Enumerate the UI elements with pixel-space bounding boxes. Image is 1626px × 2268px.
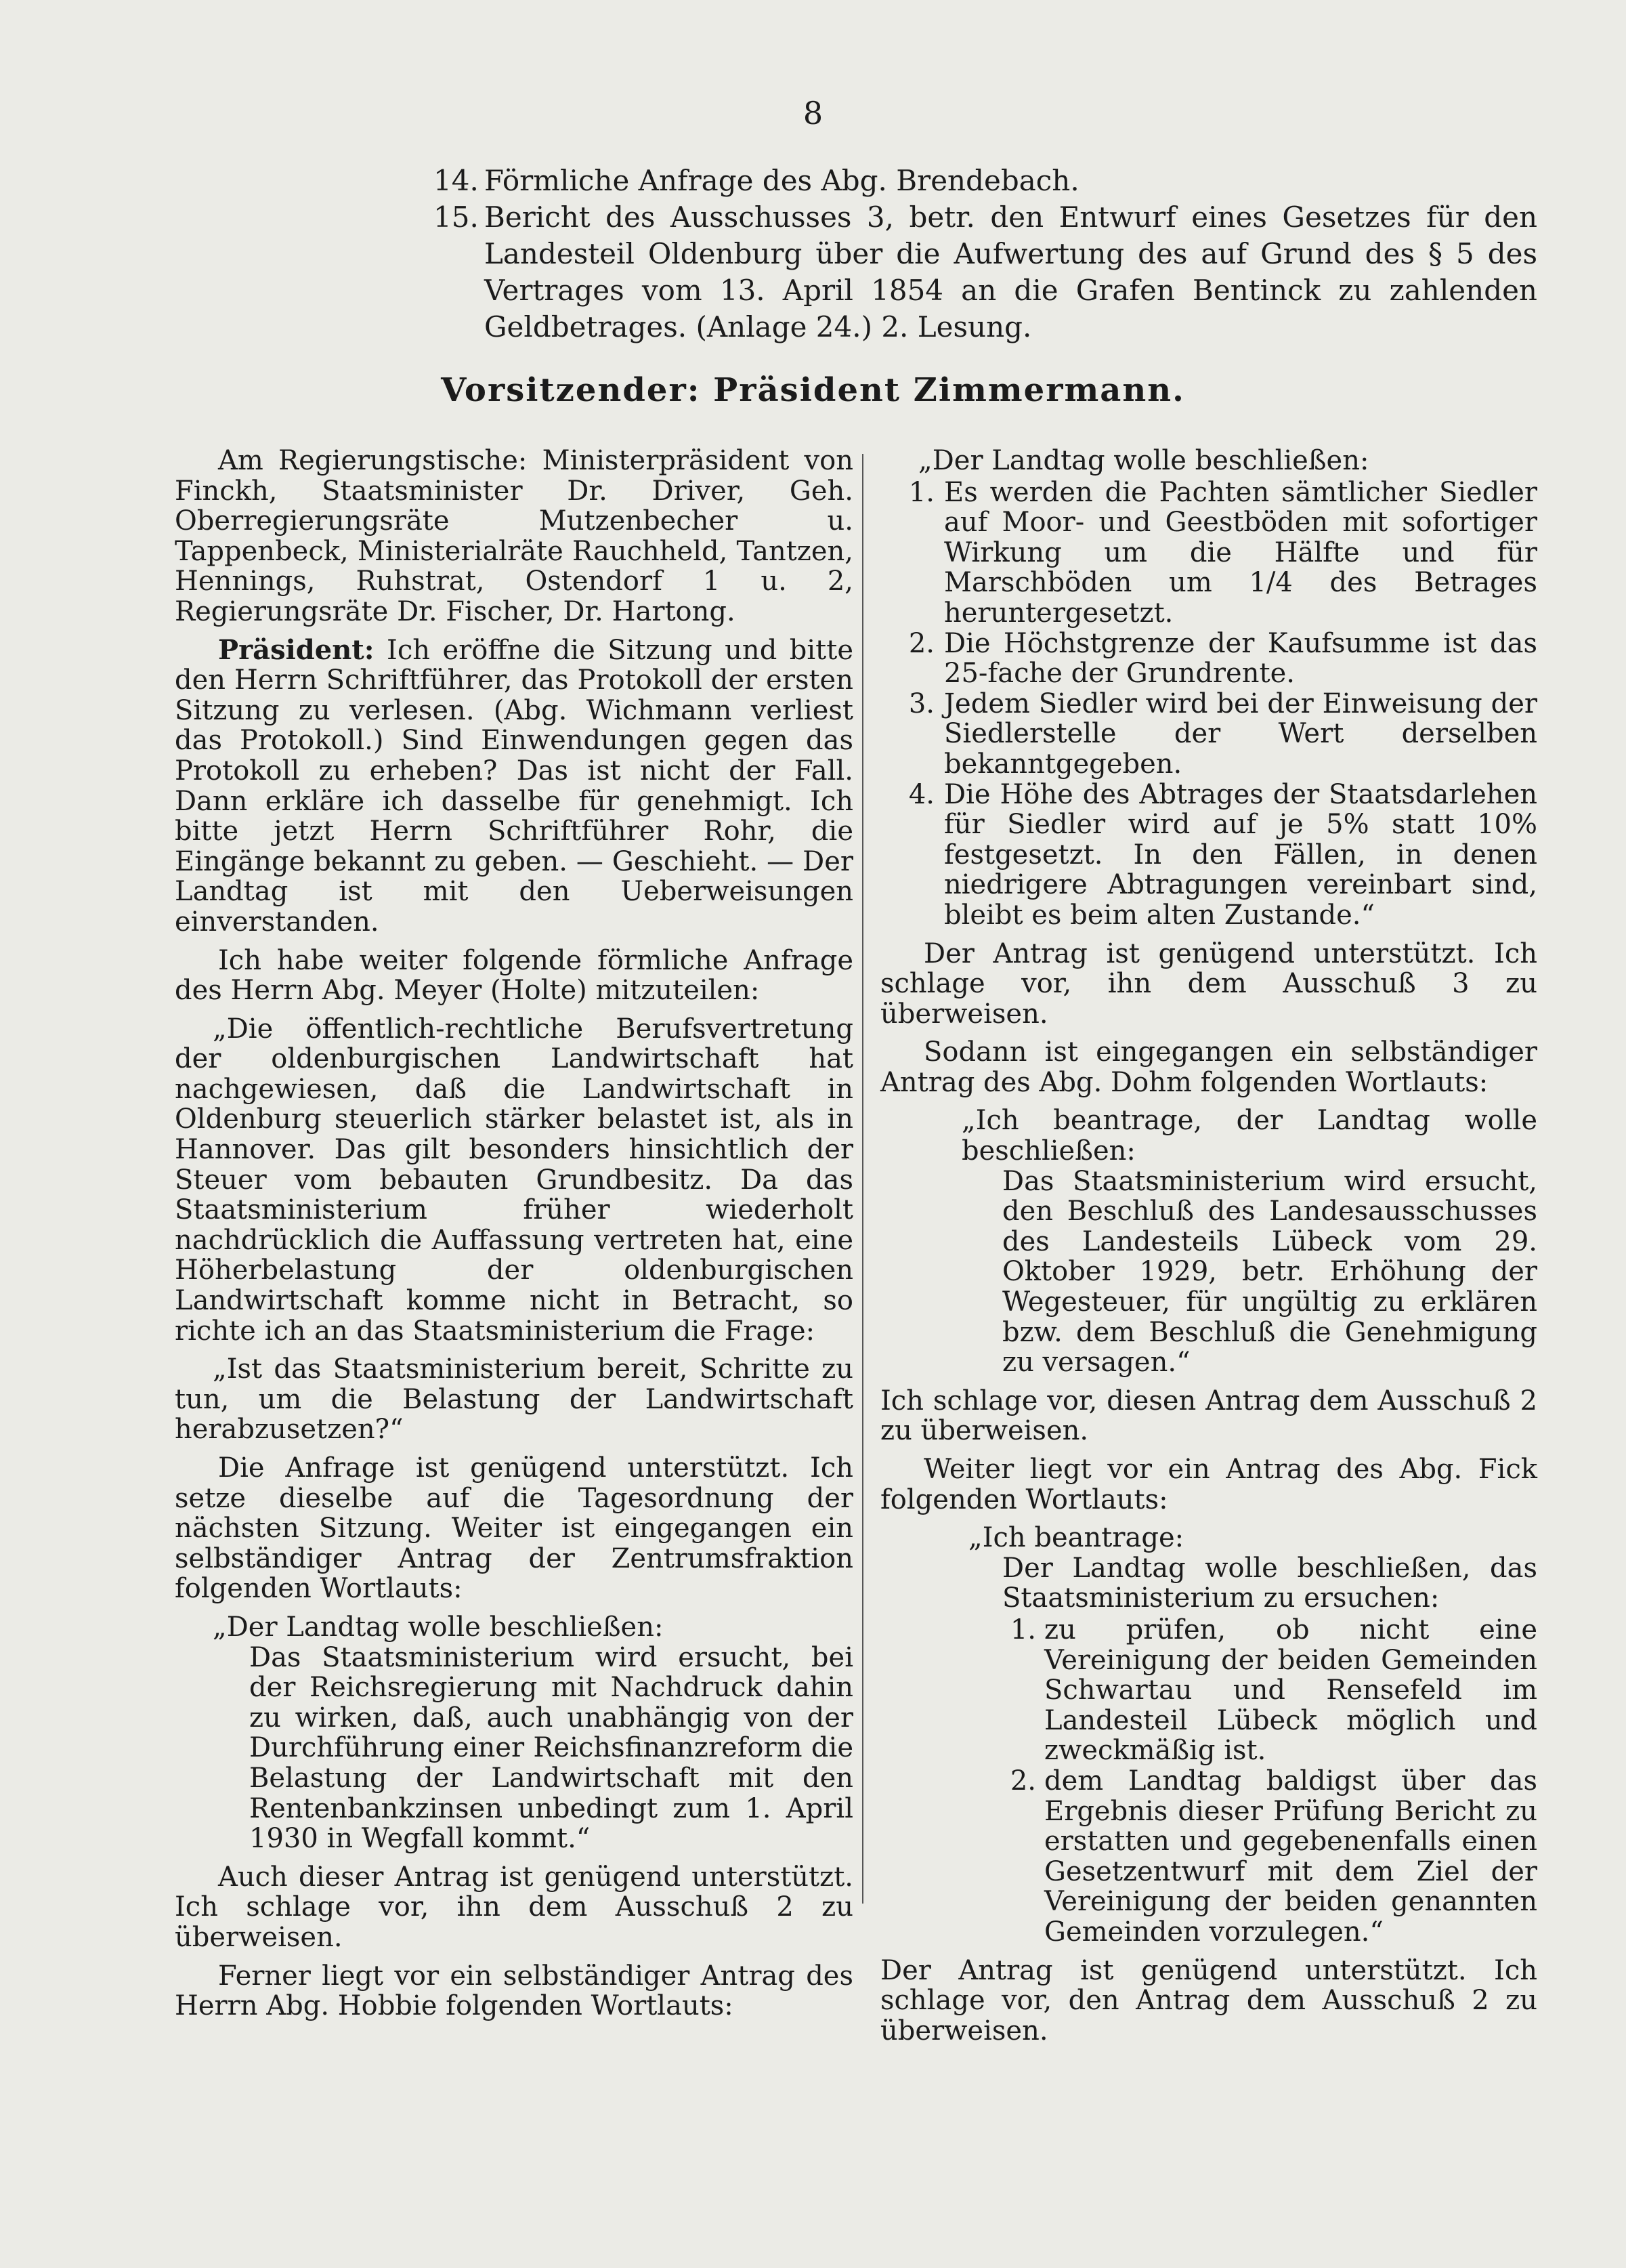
list-item <box>880 780 1537 931</box>
paragraph: Ich schlage vor, diesen Antrag dem Ausschuß 2 zu überweisen. <box>880 1385 1537 1447</box>
list-item <box>880 629 1537 689</box>
agenda-item-text: Förmliche Anfrage des Abg. Brendebach. <box>484 164 1079 197</box>
numbered-list <box>880 1615 1537 1948</box>
list-text: Jedem Siedler wird bei der Einweisung der Siedlerstelle der Wert derselben bekanntgegeben. <box>944 688 1537 780</box>
right-column <box>880 446 1537 2054</box>
list-number: 1. <box>908 476 935 508</box>
paragraph <box>175 635 853 938</box>
paragraph: Ferner liegt vor ein selbständiger Antrag des Herrn Abg. Hobbie folgenden Wortlauts: <box>175 1960 853 2022</box>
agenda-item-number: 15. <box>433 201 479 234</box>
list-number: 2. <box>908 627 935 659</box>
list-item <box>880 478 1537 629</box>
numbered-list <box>880 478 1537 931</box>
list-number: 3. <box>908 688 935 719</box>
paragraph: Sodann ist eingegangen ein selbständiger Antrag des Abg. Dohm folgenden Wortlauts: <box>880 1036 1537 1098</box>
quote-text: „Die öffentlich-rechtliche Berufsvertretung der oldenburgischen Landwirtschaft hat nachgewiesen, daß die Landwirtschaft in Oldenburg steuerlich stärker belastet ist, als in Hannover. Das gilt besonders hinsichtlich der Steuer vom bebauten Grundbesitz. Da das Staatsministerium früher wiederholt nachdrücklich die Auffassung vertreten hat, eine Höherbelastung der oldenburgischen Landwirtschaft komme nicht in Betracht, so richte ich an das Staatsministerium die Frage: <box>175 1013 853 1347</box>
list-text: Es werden die Pachten sämtlicher Siedler auf Moor- und Geestböden mit sofortiger Wirkung um die Hälfte und für Marschböden um 1/4 des Betrages heruntergesetzt. <box>944 476 1537 629</box>
paragraph: Der Antrag ist genügend unterstützt. Ich schlage vor, den Antrag dem Ausschuß 2 zu überweisen. <box>880 1954 1537 2046</box>
paragraph: Weiter liegt vor ein Antrag des Abg. Fick folgenden Wortlauts: <box>880 1454 1537 1515</box>
quote-body: Das Staatsministerium wird ersucht, den Beschluß des Landesausschusses des Landesteils Lübeck vom 29. Oktober 1929, betr. Erhöhung der Wegesteuer, für ungültig zu erklären bzw. dem Beschluß die Genehmigung zu versagen.“ <box>1002 1165 1537 1379</box>
page-number: 8 <box>803 95 823 131</box>
quote-lead: „Der Landtag wolle beschließen: <box>918 445 1369 476</box>
agenda-item <box>433 199 1537 345</box>
column-divider <box>862 454 863 1904</box>
quote-text: „Ist das Staatsministerium bereit, Schritte zu tun, um die Belastung der Landwirtschaft herabzusetzen?“ <box>175 1353 853 1446</box>
list-number: 4. <box>908 778 935 810</box>
paragraph: Die Anfrage ist genügend unterstützt. Ich setze dieselbe auf die Tagesordnung der nächsten Sitzung. Weiter ist eingegangen ein selbständiger Antrag der Zentrumsfraktion folgenden Wortlauts: <box>175 1452 853 1605</box>
list-item <box>982 1615 1537 1766</box>
list-text: dem Landtag baldigst über das Ergebnis dieser Prüfung Bericht zu erstatten und gegebenenfalls einen Gesetzentwurf mit dem Ziel der Vereinigung der beiden genannten Gemeinden vorzulegen.“ <box>1044 1765 1537 1948</box>
paragraph-text: Ich eröffne die Sitzung und bitte den Herrn Schriftführer, das Protokoll der ersten Sitzung zu verlesen. (Abg. Wichmann verliest das Protokoll.) Sind Einwendungen gegen das Protokoll zu erheben? Das ist nicht der Fall. Dann erkläre ich dasselbe für genehmigt. Ich bitte jetzt Herrn Schriftführer Rohr, die Eingänge bekannt zu geben. — Geschieht. — Der Landtag ist mit den Ueberweisungen einverstanden. <box>175 634 853 938</box>
quote-body: Das Staatsministerium wird ersucht, bei der Reichsregierung mit Nachdruck dahin zu wirken, daß, auch unabhängig von der Durchführung einer Reichsfinanzreform die Belastung der Landwirtschaft mit den Rentenbankzinsen unbedingt zum 1. April 1930 in Wegfall kommt.“ <box>249 1641 853 1855</box>
list-text: zu prüfen, ob nicht eine Vereinigung der beiden Gemeinden Schwartau und Rensefeld im Landesteil Lübeck möglich und zweckmäßig ist. <box>1044 1614 1537 1767</box>
government-attendance: Am Regierungstische: Ministerpräsident von Finckh, Staatsminister Dr. Driver, Geh. Oberregierungsräte Mutzenbecher u. Tappenbeck, Ministerialräte Rauchheld, Tantzen, Hennings, Ruhstrat, Ostendorf 1 u. 2, Regierungsräte Dr. Fischer, Dr. Hartong. <box>175 445 853 627</box>
agenda-list <box>433 163 1537 345</box>
agenda-item-text: Bericht des Ausschusses 3, betr. den Entwurf eines Gesetzes für den Landesteil Oldenburg über die Aufwertung des auf Grund des § 5 des Vertrages vom 13. April 1854 an die Grafen Bentinck zu zahlenden Geldbetrages. (Anlage 24.) 2. Lesung. <box>484 201 1537 343</box>
quote-body: Der Landtag wolle beschließen, das Staatsministerium zu ersuchen: <box>1002 1552 1537 1614</box>
list-number: 2. <box>1010 1765 1036 1797</box>
block-quote <box>880 1523 1537 1947</box>
block-quote <box>175 1612 853 1854</box>
agenda-item <box>433 163 1537 199</box>
list-text: Die Höhe des Abtrages der Staatsdarlehen für Siedler wird auf je 5% statt 10% festgesetzt. In den Fällen, in denen niedrigere Abtragungen vereinbart sind, bleibt es beim alten Zustande.“ <box>944 778 1537 931</box>
speaker-label: Präsident: <box>218 633 375 666</box>
block-quote <box>880 1106 1537 1377</box>
list-item <box>880 689 1537 780</box>
agenda-item-number: 14. <box>433 164 479 197</box>
chair-heading: Vorsitzender: Präsident Zimmermann. <box>441 371 1185 409</box>
left-column <box>175 446 853 2030</box>
block-quote <box>175 1014 853 1445</box>
quote-lead: „Ich beantrage: <box>968 1522 1184 1554</box>
list-item <box>982 1766 1537 1948</box>
paragraph: Auch dieser Antrag ist genügend unterstützt. Ich schlage vor, ihn dem Ausschuß 2 zu überweisen. <box>175 1861 853 1953</box>
paragraph: Der Antrag ist genügend unterstützt. Ich schlage vor, ihn dem Ausschuß 3 zu überweisen. <box>880 938 1537 1030</box>
quote-lead: „Der Landtag wolle beschließen: <box>213 1611 664 1643</box>
list-text: Die Höchstgrenze der Kaufsumme ist das 25-fache der Grundrente. <box>944 627 1537 690</box>
list-number: 1. <box>1010 1614 1036 1645</box>
quote-lead: „Ich beantrage, der Landtag wolle beschließen: <box>962 1105 1537 1167</box>
paragraph: Ich habe weiter folgende förmliche Anfrage des Herrn Abg. Meyer (Holte) mitzuteilen: <box>175 944 853 1007</box>
block-quote <box>880 446 1537 931</box>
